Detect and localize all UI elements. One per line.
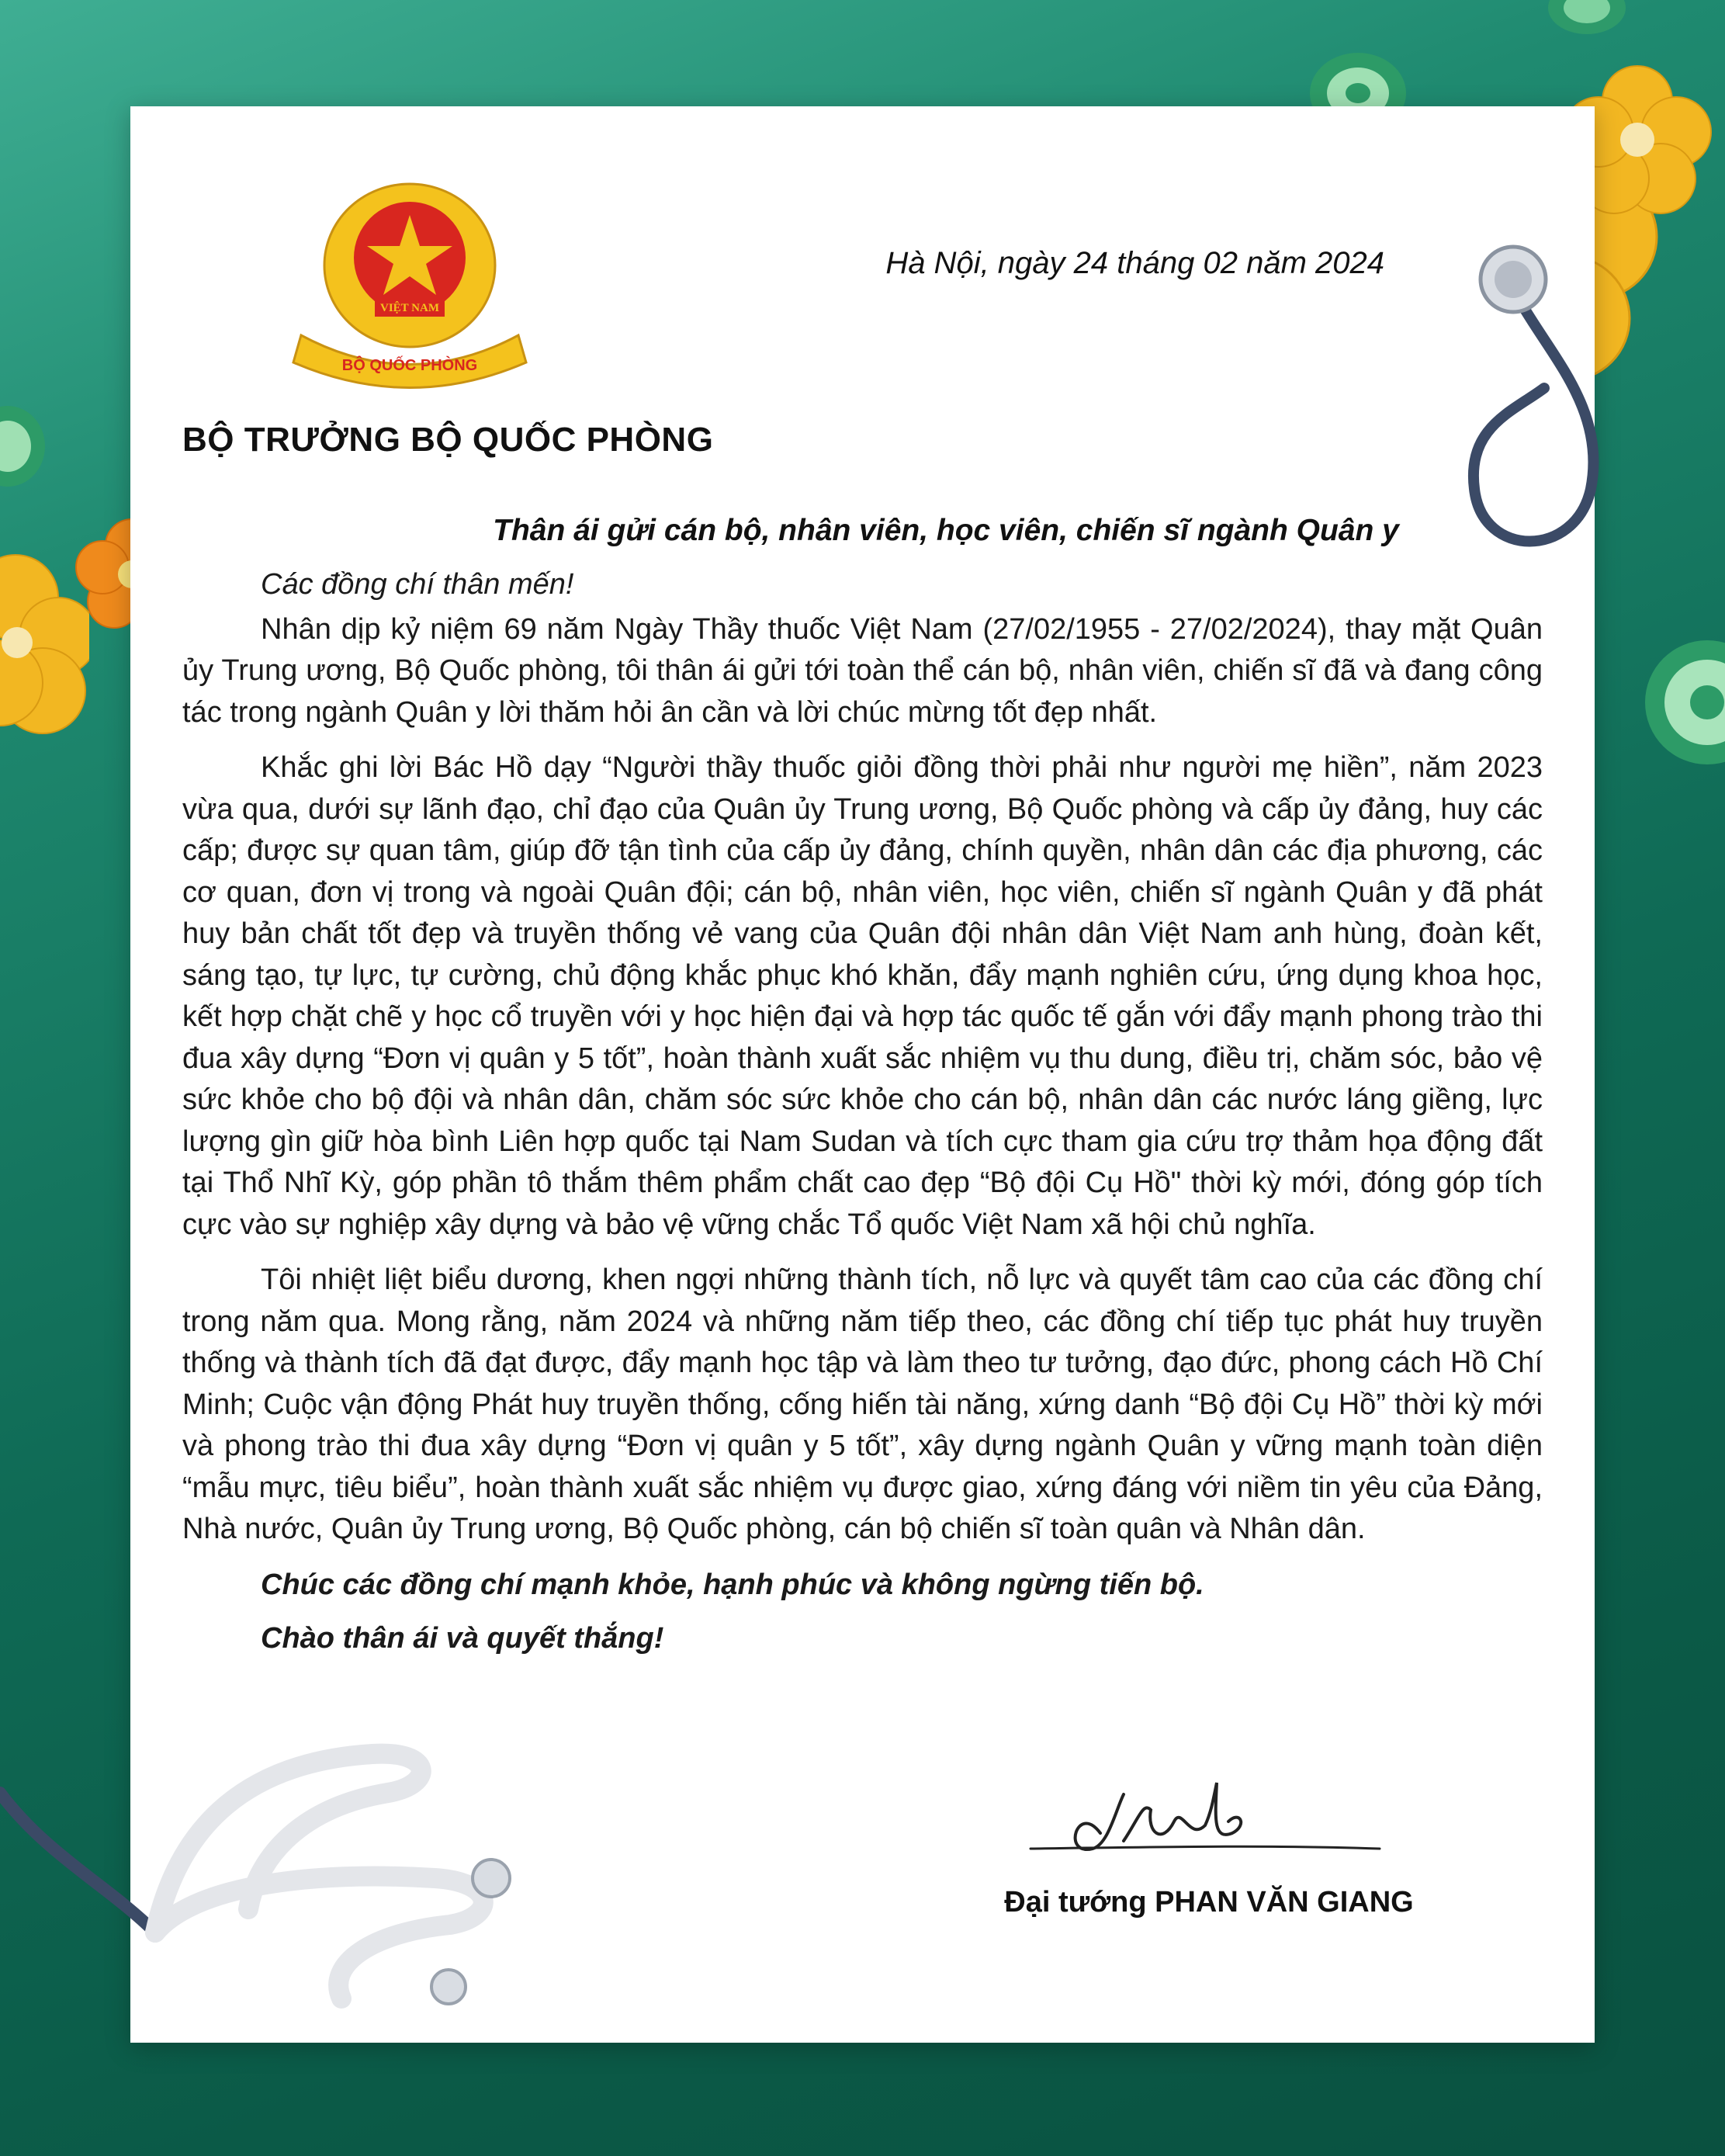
lily-pad-icon <box>0 404 47 489</box>
national-emblem-icon <box>270 180 549 393</box>
letter-body <box>182 564 1543 1672</box>
letter-greeting: Thân ái gửi cán bộ, nhân viên, học viên, chiến sĩ ngành Quân y <box>493 514 1399 547</box>
letter-date: Hà Nội, ngày 24 tháng 02 năm 2024 <box>885 246 1384 280</box>
stethoscope-icon <box>1459 233 1614 582</box>
lily-pad-icon <box>1637 636 1725 768</box>
closing-line: Chúc các đồng chí mạnh khỏe, hạnh phúc và không ngừng tiến bộ. <box>261 1568 1204 1601</box>
signature-mark <box>1007 1748 1395 1895</box>
paragraph: Tôi nhiệt liệt biểu dương, khen ngợi những thành tích, nỗ lực và quyết tâm cao của các đồng chí trong năm qua. Mong rằng, năm 2024 và những năm tiếp theo, các đồng chí tiếp tục phát huy truyền thống và thành tích đã đạt được, đẩy mạnh học tập và làm theo tư tưởng, đạo đức, phong cách Hồ Chí Minh; Cuộc vận động Phát huy truyền thống, cống hiến tài năng, xứng danh “Bộ đội Cụ Hồ” thời kỳ mới và phong trào thi đua xây dựng “Đơn vị quân y 5 tốt”, xây dựng ngành Quân y vững mạnh toàn diện “mẫu mực, tiêu biểu”, hoàn thành xuất sắc nhiệm vụ được giao, xứng đáng với niềm tin yêu của Đảng, Nhà nước, Quân ủy Trung ương, Bộ Quốc phòng, cán bộ chiến sĩ toàn quân và Nhân dân. <box>182 1263 1543 1545</box>
paragraph: Nhân dịp kỷ niệm 69 năm Ngày Thầy thuốc Việt Nam (27/02/1955 - 27/02/2024), thay mặt Quân ủy Trung ương, Bộ Quốc phòng, tôi thân ái gửi tới toàn thể cán bộ, nhân viên, chiến sĩ đã và đang công tác trong ngành Quân y lời thăm hỏi ân cần và lời chúc mừng tốt đẹp nhất. <box>182 612 1543 729</box>
stethoscope-icon <box>0 1731 528 2010</box>
letter-sender: BỘ TRƯỞNG BỘ QUỐC PHÒNG <box>182 421 714 459</box>
salutation: Các đồng chí thân mến! <box>261 568 574 601</box>
emblem-ribbon-text: BỘ QUỐC PHÒNG <box>341 357 478 374</box>
lily-pad-icon <box>1544 0 1630 39</box>
flower-icon <box>0 551 89 737</box>
emblem-banner-text: VIỆT NAM <box>380 302 439 314</box>
closing-line: Chào thân ái và quyết thắng! <box>261 1622 664 1655</box>
paragraph: Khắc ghi lời Bác Hồ dạy “Người thầy thuốc giỏi đồng thời phải như người mẹ hiền”, năm 2023 vừa qua, dưới sự lãnh đạo, chỉ đạo của Quân ủy Trung ương, Bộ Quốc phòng và cấp ủy đảng, huy các cấp; được sự quan tâm, giúp đỡ tận tình của cấp ủy đảng, chính quyền, nhân dân các địa phương, các cơ quan, đơn vị trong và ngoài Quân đội; cán bộ, nhân viên, học viên, chiến sĩ ngành Quân y đã phát huy bản chất tốt đẹp và truyền thống vẻ vang của Quân đội nhân dân Việt Nam anh hùng, đoàn kết, sáng tạo, tự lực, tự cường, chủ động khắc phục khó khăn, đẩy mạnh nghiên cứu, ứng dụng khoa học, kết hợp chặt chẽ y học cổ truyền với y học hiện đại và hợp tác quốc tế gắn với đẩy mạnh phong trào thi đua xây dựng “Đơn vị quân y 5 tốt”, hoàn thành xuất sắc nhiệm vụ thu dung, điều trị, chăm sóc, bảo vệ sức khỏe cho bộ đội và nhân dân, chăm sóc sức khỏe cho cán bộ, nhân dân các nước láng giềng, lực lượng gìn giữ hòa bình Liên hợp quốc tại Nam Sudan và tích cực tham gia cứu trợ thảm họa động đất tại Thổ Nhĩ Kỳ, góp phần tô thắm thêm phẩm chất cao đẹp “Bộ đội Cụ Hồ" thời kỳ mới, đóng góp tích cực vào sự nghiệp xây dựng và bảo vệ vững chắc Tổ quốc Việt Nam xã hội chủ nghĩa. <box>182 751 1543 1241</box>
signer-name: Đại tướng PHAN VĂN GIANG <box>1004 1886 1414 1919</box>
